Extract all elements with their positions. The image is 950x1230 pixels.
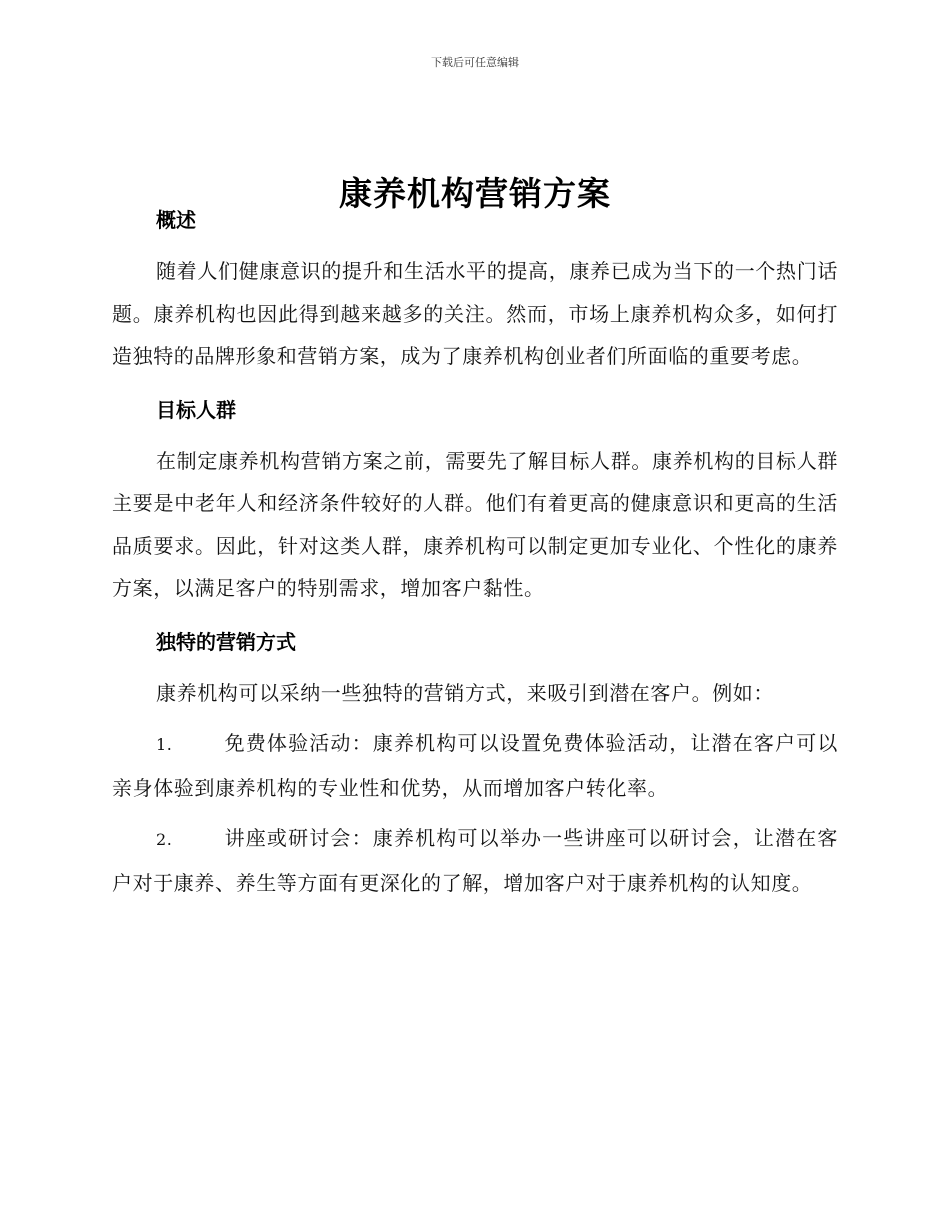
section-heading-marketing-methods: 独特的营销方式 — [156, 629, 296, 654]
section-paragraph-marketing-methods: 康养机构可以采纳一些独特的营销方式，来吸引到潜在客户。例如： — [156, 680, 774, 705]
section-paragraph-overview: 随着人们健康意识的提升和生活水平的提高，康养已成为当下的一个热门话题。康养机构也因此得到越来越多的关注。然而，市场上康养机构众多，如何打造独特的品牌形象和营销方案，成为了康养机构创业者们所面临的重要考虑。 — [112, 259, 838, 368]
section-heading-target-audience: 目标人群 — [156, 397, 236, 422]
document-body — [112, 196, 838, 904]
header-note: 下载后可任意编辑 — [431, 56, 519, 69]
list-item-text: 讲座或研讨会：康养机构可以举办一些讲座可以研讨会，让潜在客户对于康养、养生等方面有更深化的了解，增加客户对于康养机构的认知度。 — [112, 826, 838, 895]
list-item-text: 免费体验活动：康养机构可以设置免费体验活动，让潜在客户可以亲身体验到康养机构的专业性和优势，从而增加客户转化率。 — [112, 731, 838, 800]
list-item-number: 2. — [156, 830, 173, 849]
list-item-number: 1. — [156, 735, 173, 754]
section-heading-overview: 概述 — [156, 208, 196, 232]
page-title: 康养机构营销方案 — [339, 174, 611, 214]
section-paragraph-target-audience: 在制定康养机构营销方案之前，需要先了解目标人群。康养机构的目标人群主要是中老年人和经济条件较好的人群。他们有着更高的健康意识和更高的生活品质要求。因此，针对这类人群，康养机构可以制定更加专业化、个性化的康养方案，以满足客户的特别需求，增加客户黏性。 — [112, 448, 838, 600]
list-item — [112, 722, 838, 809]
list-item — [112, 817, 838, 904]
